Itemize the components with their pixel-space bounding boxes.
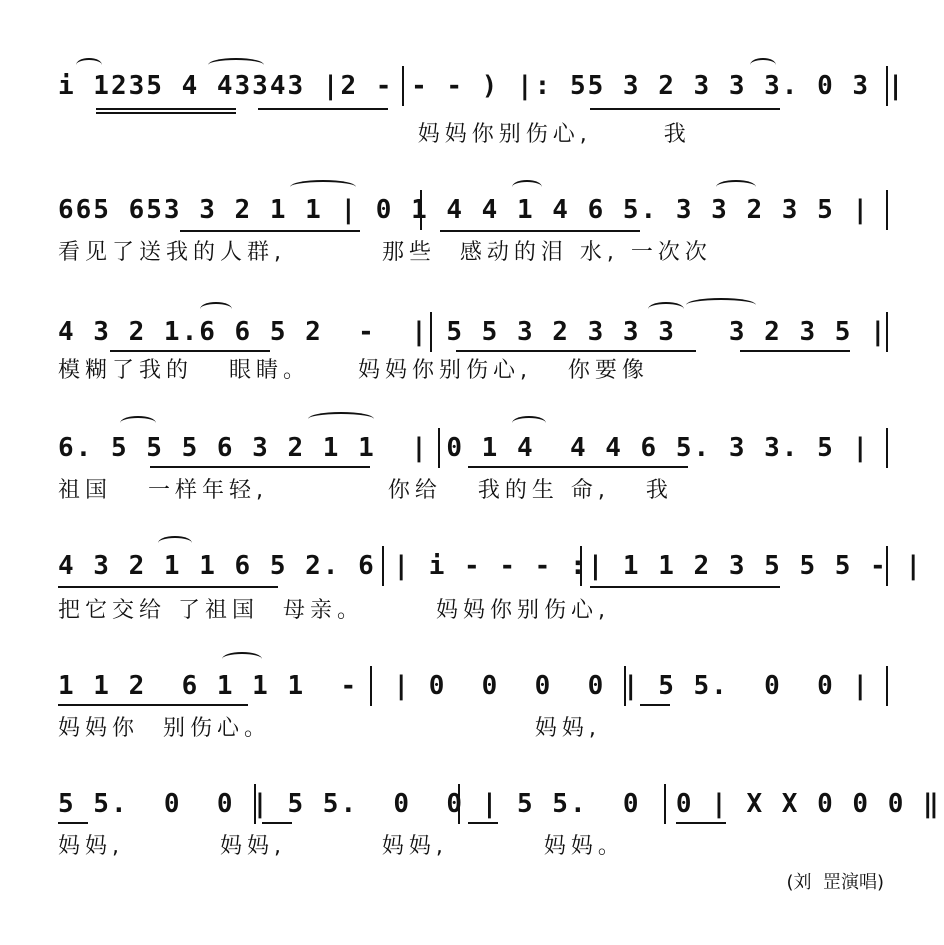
bar-line xyxy=(886,312,888,352)
score-system-5 xyxy=(0,530,944,650)
slur-mark xyxy=(222,652,262,666)
slur-mark xyxy=(686,298,756,312)
slur-mark xyxy=(208,58,264,72)
beam-underline xyxy=(456,350,696,352)
beam-underline xyxy=(96,108,236,110)
beam-underline xyxy=(640,704,670,706)
beam-underline xyxy=(468,822,498,824)
notation-line: 1 1 2 6 1 1 1 - | 0 0 0 0 | 5 5. 0 0 | xyxy=(58,671,871,701)
notation-line: 665 653 3 2 1 1 | 0 1 4 4 1 4 6 5. 3 3 2 3 5 | xyxy=(58,195,871,225)
notation-line: 5 5. 0 0 | 5 5. 0 0 | 5 5. 0 0 | X X 0 0 0 ‖ xyxy=(58,789,941,819)
slur-mark xyxy=(290,180,356,194)
lyric-line: 妈妈你别伤心, 我 xyxy=(58,122,691,147)
beam-underline xyxy=(58,822,88,824)
lyric-line: 妈妈, 妈妈, 妈妈, 妈妈。 xyxy=(58,834,625,859)
bar-line xyxy=(458,784,460,824)
beam-underline xyxy=(180,230,360,232)
bar-line xyxy=(624,666,626,706)
beam-underline xyxy=(676,822,726,824)
slur-mark xyxy=(200,302,232,316)
slur-mark xyxy=(76,58,102,72)
score-system-6 xyxy=(0,646,944,766)
bar-line xyxy=(886,66,888,106)
beam-underline xyxy=(468,466,688,468)
beam-underline xyxy=(58,586,278,588)
beam-underline xyxy=(262,822,292,824)
slur-mark xyxy=(648,302,684,316)
score-system-3 xyxy=(0,298,944,418)
notation-line: 4 3 2 1.6 6 5 2 - | 5 5 3 2 3 3 3 3 2 3 5 | xyxy=(58,317,888,347)
bar-line xyxy=(886,546,888,586)
bar-line xyxy=(382,546,384,586)
beam-underline xyxy=(740,350,850,352)
slur-mark xyxy=(308,412,374,426)
lyric-line: 模糊了我的 眼睛。 妈妈你别伤心, 你要像 xyxy=(58,358,649,383)
lyric-line: 妈妈你 别伤心。 妈妈, xyxy=(58,716,601,741)
score-system-7 xyxy=(0,764,944,884)
slur-mark xyxy=(512,180,542,194)
bar-line xyxy=(886,428,888,468)
slur-mark xyxy=(750,58,776,72)
bar-line xyxy=(580,546,582,586)
bar-line xyxy=(370,666,372,706)
performer-credit: (刘 罡演唱) xyxy=(786,872,884,893)
slur-mark xyxy=(158,536,192,550)
beam-underline xyxy=(258,108,388,110)
notation-line: i 1235 4 43343 |2 - - - ) |: 55 3 2 3 3 3. 0 3 | xyxy=(58,71,906,101)
bar-line xyxy=(420,190,422,230)
beam-underline xyxy=(590,108,780,110)
bar-line xyxy=(438,428,440,468)
lyric-line: 看见了送我的人群, 那些 感动的泪 水, 一次次 xyxy=(58,240,712,265)
score-system-2 xyxy=(0,178,944,298)
score-system-4 xyxy=(0,410,944,530)
slur-mark xyxy=(716,180,756,194)
bar-line xyxy=(402,66,404,106)
lyric-line: 把它交给 了祖国 母亲。 妈妈你别伤心, xyxy=(58,598,610,623)
slur-mark xyxy=(120,416,156,430)
beam-underline xyxy=(150,466,370,468)
slur-mark xyxy=(512,416,546,430)
bar-line xyxy=(254,784,256,824)
beam-underline xyxy=(58,704,248,706)
bar-line xyxy=(664,784,666,824)
beam-underline xyxy=(96,112,236,114)
bar-line xyxy=(886,666,888,706)
beam-underline xyxy=(440,230,640,232)
bar-line xyxy=(886,190,888,230)
score-system-1 xyxy=(0,52,944,172)
lyric-line: 祖国 一样年轻, 你给 我的生 命, 我 xyxy=(58,478,673,503)
beam-underline xyxy=(590,586,780,588)
beam-underline xyxy=(110,350,270,352)
bar-line xyxy=(430,312,432,352)
notation-line: 4 3 2 1 1 6 5 2. 6 | i - - - :| 1 1 2 3 5 5 5 - | xyxy=(58,551,924,581)
notation-line: 6. 5 5 5 6 3 2 1 1 | 0 1 4 4 4 6 5. 3 3. 5 | xyxy=(58,433,871,463)
